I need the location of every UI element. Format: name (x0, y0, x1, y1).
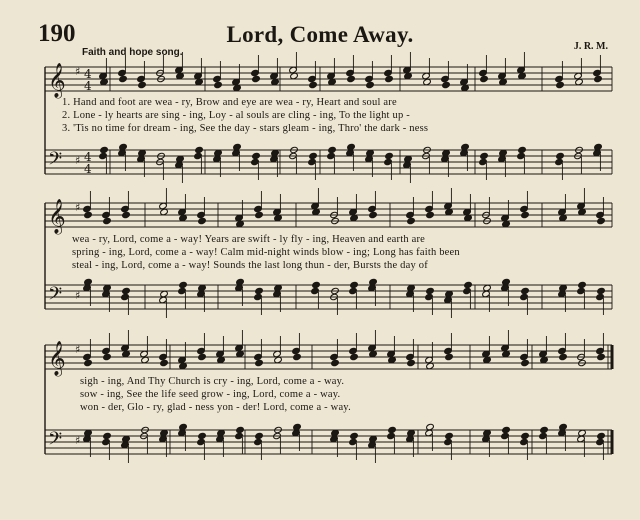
note-head (100, 146, 109, 153)
bass-clef: 𝄢 (48, 284, 63, 309)
note-head (578, 281, 587, 288)
note-head (385, 75, 394, 82)
note-head (255, 287, 264, 294)
note-head (407, 217, 416, 224)
note-head (255, 211, 264, 218)
note-head (480, 75, 489, 82)
treble-clef: 𝄞 (48, 63, 66, 98)
lyric-line: 3. 'Tis no time for dream - ing, See the day - stars gleam - ing, Thro' the dark - ness (62, 123, 429, 134)
lyric-line: wea - ry, Lord, come a - way! Years are swift - ly fly - ing, Heaven and earth are (72, 234, 426, 245)
lyric-line: 2. Lone - ly hearts are sing - ing, Loy - al souls are cling - ing, To the light up - (62, 110, 410, 121)
note-head (426, 287, 435, 294)
note-head (350, 432, 359, 439)
note-head (255, 359, 264, 366)
note-head (122, 287, 131, 294)
note-head (236, 426, 245, 433)
author-initials: J. R. M. (573, 41, 608, 52)
note-head (597, 217, 606, 224)
note-head (103, 432, 112, 439)
note-head (198, 217, 207, 224)
note-head (518, 146, 527, 153)
note-head (540, 426, 549, 433)
time-signature: 4 (84, 67, 92, 81)
note-head (103, 353, 112, 360)
note-head (331, 359, 340, 366)
key-signature-sharp: ♯ (75, 154, 81, 167)
note-head (597, 287, 606, 294)
lyric-line: sow - ing, See the life seed grow - ing, Lord, come a - way. (80, 389, 341, 400)
tempo-subtitle: Faith and hope song. (82, 47, 183, 58)
note-head (350, 281, 359, 288)
key-signature-sharp: ♯ (75, 65, 81, 78)
key-signature-sharp: ♯ (75, 201, 81, 214)
note-head (597, 353, 606, 360)
note-head (328, 146, 337, 153)
note-head (309, 81, 318, 88)
note-head (559, 353, 568, 360)
time-signature: 4 (84, 79, 92, 93)
key-signature-sharp: ♯ (75, 434, 81, 447)
note-head (464, 281, 473, 288)
lyric-line: sigh - ing, And Thy Church is cry - ing, Lord, come a - way. (80, 376, 345, 387)
note-head (312, 281, 321, 288)
time-signature: 4 (84, 162, 92, 176)
note-head (103, 217, 112, 224)
note-head (556, 81, 565, 88)
note-head (84, 211, 93, 218)
note-head (502, 426, 511, 433)
note-head (293, 353, 302, 360)
note-head (366, 81, 375, 88)
note-head (480, 152, 489, 159)
note-head (597, 432, 606, 439)
lyric-line: 1. Hand and foot are wea - ry, Brow and eye are wea - ry, Heart and soul are (62, 97, 397, 108)
lyric-line: won - der, Glo - ry, glad - ness yon - der! Lord, come a - way. (80, 402, 351, 413)
note-head (369, 211, 378, 218)
note-head (179, 281, 188, 288)
note-head (521, 287, 530, 294)
note-head (521, 432, 530, 439)
note-head (214, 81, 223, 88)
hymn-title: Lord, Come Away. (226, 22, 414, 47)
treble-clef: 𝄞 (48, 199, 66, 234)
note-head (556, 152, 565, 159)
treble-clef: 𝄞 (48, 341, 66, 376)
note-head (442, 81, 451, 88)
note-head (407, 359, 416, 366)
note-head (521, 359, 530, 366)
note-head (195, 146, 204, 153)
note-head (84, 359, 93, 366)
bass-clef: 𝄢 (48, 429, 63, 454)
note-head (160, 359, 169, 366)
note-head (445, 432, 454, 439)
note-head (252, 75, 261, 82)
note-head (521, 211, 530, 218)
note-head (122, 211, 131, 218)
lyric-line: spring - ing, Lord, come a - way! Calm mid-night winds blow - ing; Long has faith been (72, 247, 460, 258)
time-signature: 4 (84, 150, 92, 164)
lyric-line: steal - ing, Lord, come a - way! Sounds the last long thun - der, Bursts the day of (72, 260, 428, 271)
note-head (445, 353, 454, 360)
note-head (119, 75, 128, 82)
key-signature-sharp: ♯ (75, 343, 81, 356)
note-head (594, 75, 603, 82)
note-head (198, 353, 207, 360)
note-head (309, 152, 318, 159)
note-head (255, 432, 264, 439)
bass-clef: 𝄢 (48, 149, 63, 174)
note-head (198, 432, 207, 439)
note-head (347, 75, 356, 82)
note-head (252, 152, 261, 159)
note-head (138, 81, 147, 88)
note-head (350, 353, 359, 360)
hymn-number: 190 (38, 20, 76, 47)
note-head (388, 426, 397, 433)
note-head (426, 211, 435, 218)
key-signature-sharp: ♯ (75, 289, 81, 302)
note-head (385, 152, 394, 159)
